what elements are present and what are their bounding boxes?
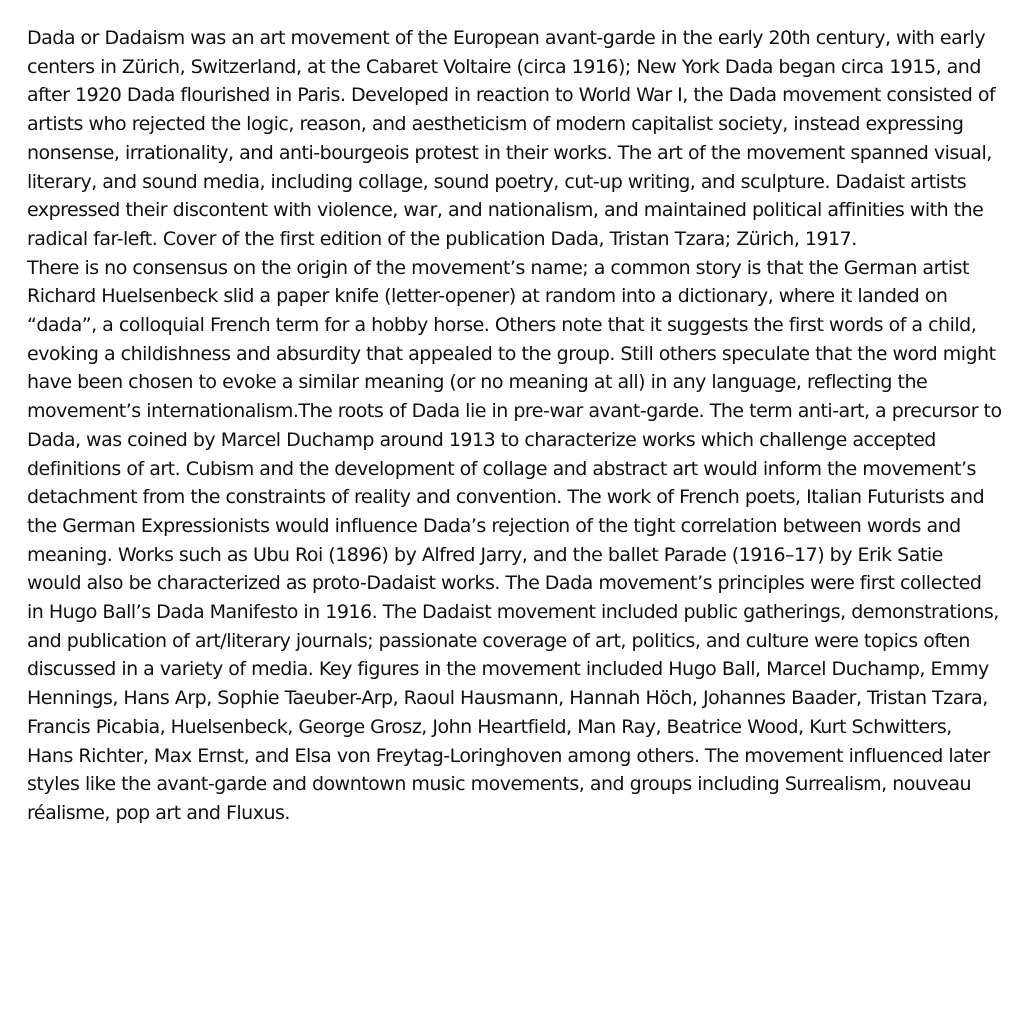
paragraph-dada-overview: Dada or Dadaism was an art movement of the European avant-garde in the early 20th century, with early centers in Zürich, Switzerland, at the Cabaret Voltaire (circa 1916); New York Dada began circa 1915, and after 1920 Dada flourished in Paris. Developed in reaction to World War I, the Dada movement consisted of artists who rejected the logic, reason, and aestheticism of modern capitalist society, instead expressing nonsense, irrationality, and anti-bourgeois protest in their works. The art of the movement spanned visual, literary, and sound media, including collage, sound poetry, cut-up writing, and sculpture. Dadaist artists expressed their discontent with violence, war, and nationalism, and maintained political affinities with the radical far-left. Cover of the first edition of the publication Dada, Tristan Tzara; Zürich, 1917. [27,27,996,250]
paragraph-dada-origins: There is no consensus on the origin of the movement’s name; a common story is that the German artist Richard Huelsenbeck slid a paper knife (letter-opener) at random into a dictionary, where it landed on “dada”, a colloquial French term for a hobby horse. Others note that it suggests the first words of a child, evoking a childishness and absurdity that appealed to the group. Still others speculate that the word might have been chosen to evoke a similar meaning (or no meaning at all) in any language, reflecting the movement’s internationalism.The roots of Dada lie in pre-war avant-garde. The term anti-art, a precursor to Dada, was coined by Marcel Duchamp around 1913 to characterize works which challenge accepted definitions of art. Cubism and the development of collage and abstract art would inform the movement’s detachment from the constraints of reality and convention. The work of French poets, Italian Futurists and the German Expressionists would influence Dada’s rejection of the tight correlation between words and meaning. Works such as Ubu Roi (1896) by Alfred Jarry, and the ballet Parade (1916–17) by Erik Satie would also be characterized as proto-Dadaist works. The Dada movement’s principles were first collected in Hugo Ball’s Dada Manifesto in 1916. The Dadaist movement included public gatherings, demonstrations, and publication of art/literary journals; passionate coverage of art, politics, and culture were topics often discussed in a variety of media. Key figures in the movement included Hugo Ball, Marcel Duchamp, Emmy Hennings, Hans Arp, Sophie Taeuber-Arp, Raoul Hausmann, Hannah Höch, Johannes Baader, Tristan Tzara, Francis Picabia, Huelsenbeck, George Grosz, John Heartfield, Man Ray, Beatrice Wood, Kurt Schwitters, Hans Richter, Max Ernst, and Elsa von Freytag-Loringhoven among others. The movement influenced later styles like the avant-garde and downtown music movements, and groups including Surrealism, nouveau réalisme, pop art and Fluxus. [27,256,1002,824]
document-body [27,24,1002,828]
